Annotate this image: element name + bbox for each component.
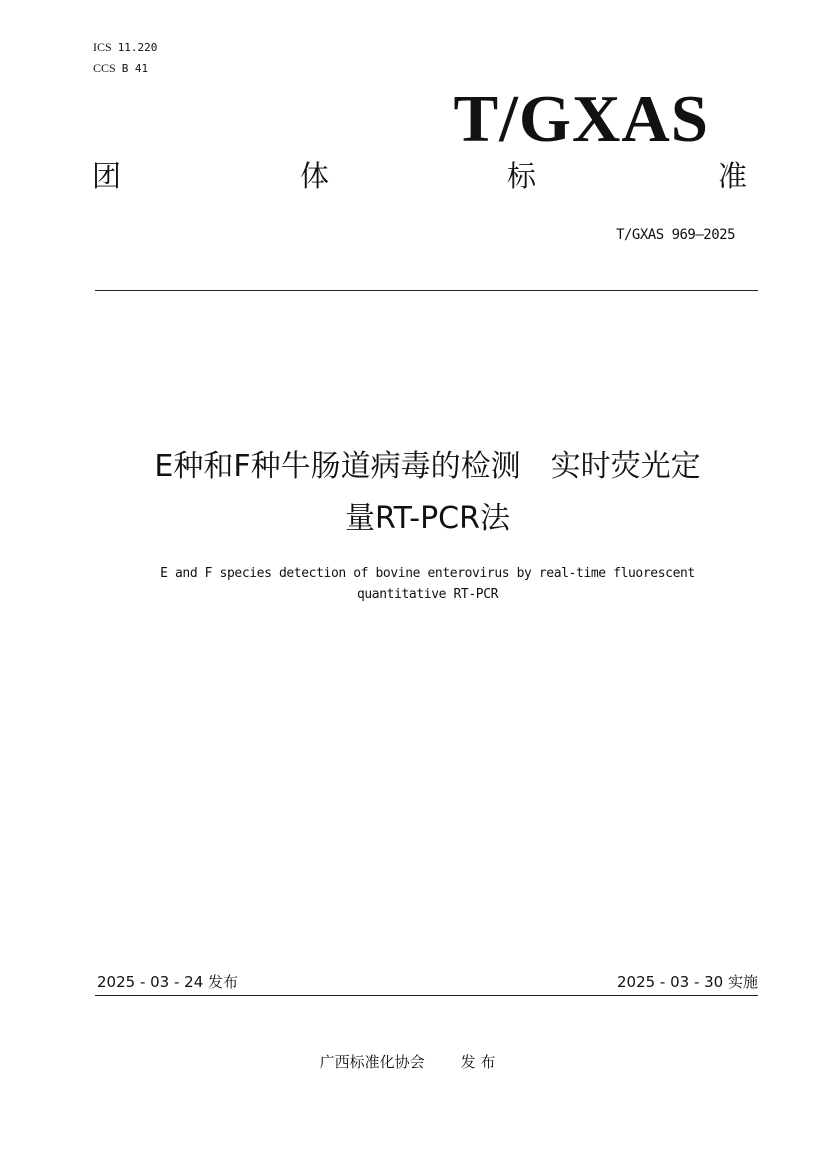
document-title-zh — [60, 441, 795, 545]
implementation-date: 2025 - 03 - 30 实施 — [616, 973, 758, 991]
ccs-code — [93, 61, 148, 76]
publish-date: 2025 - 03 - 24 发布 — [97, 973, 239, 991]
issuer-name: 广西标准化协会 — [319, 1053, 425, 1071]
ccs-label: CCS — [93, 61, 116, 75]
footer-divider — [95, 995, 758, 996]
title-en-line-2: quantitative RT-PCR — [356, 587, 499, 602]
standard-type-char-2: 体 — [300, 159, 330, 193]
issuer-action: 发 布 — [460, 1053, 496, 1071]
header-divider — [95, 290, 758, 291]
standard-type-char-3: 标 — [507, 159, 537, 193]
standard-brand-mark: T/GXAS — [453, 82, 709, 156]
ics-code — [93, 40, 157, 55]
title-zh-line-1: E种和F种牛肠道病毒的检测 实时荧光定 — [154, 449, 701, 484]
ics-value: 11.220 — [117, 41, 158, 54]
standard-number: T/GXAS 969—2025 — [616, 227, 735, 243]
standard-type-char-1: 团 — [92, 159, 122, 193]
ics-label: ICS — [93, 40, 112, 54]
title-zh-line-2: 量RT-PCR法 — [345, 501, 510, 536]
standard-type-char-4: 准 — [718, 159, 748, 193]
title-en-line-1: E and F species detection of bovine enterovirus by real-time fluorescent — [160, 566, 695, 581]
issuer-line — [0, 1052, 815, 1072]
ccs-value: B 41 — [121, 62, 149, 75]
document-title-en — [60, 563, 795, 605]
